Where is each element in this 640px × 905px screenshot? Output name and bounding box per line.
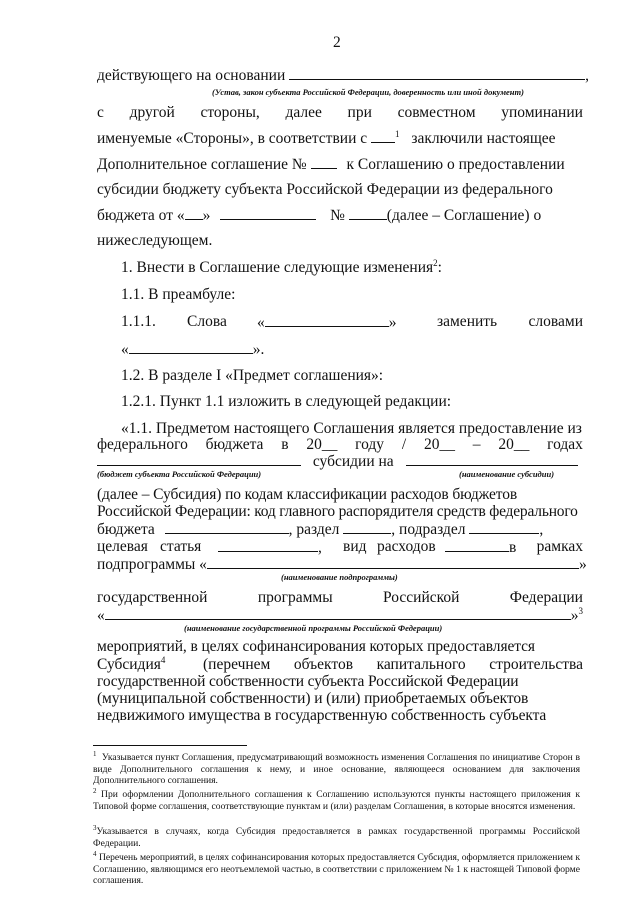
line-subsidy-budget: субсидии бюджету субъекта Российской Федерации из федерального bbox=[97, 181, 553, 198]
item-1-1-preamble: 1.1. В преамбуле: bbox=[121, 286, 236, 303]
justified-word: – bbox=[472, 436, 481, 453]
agreement-number-blank[interactable] bbox=[311, 155, 337, 169]
item-1-2-1-point: 1.2.1. Пункт 1.1 изложить в следующей редакции: bbox=[121, 393, 452, 410]
justified-word: капитального bbox=[376, 656, 466, 673]
basis-point-blank[interactable] bbox=[371, 129, 395, 143]
line-additional-agreement: Дополнительное соглашение № к Соглашению о предоставлении bbox=[97, 156, 565, 173]
line-following: нижеследующем. bbox=[97, 232, 213, 249]
quote-line-program-name: « »$^3$ bbox=[97, 605, 583, 624]
justified-word: Федерации bbox=[509, 589, 583, 606]
item-1-2-section-i: 1.2. В разделе I «Предмет соглашения»: bbox=[121, 367, 384, 384]
hint-subprogram: (наименование подпрограммы) bbox=[281, 572, 398, 582]
footnote-ref-2: 2 bbox=[433, 257, 438, 268]
footnote-separator bbox=[93, 745, 247, 746]
line-named-parties: именуемые «Стороны», в соответствии с $^1$ заключили настоящее bbox=[97, 128, 556, 147]
justified-word: / bbox=[401, 436, 407, 453]
quote-line-subject: «1.1. Предметом настоящего Соглашения является предоставление из bbox=[121, 420, 582, 437]
justified-word: бюджета bbox=[205, 436, 264, 453]
justified-word: другой bbox=[129, 104, 175, 121]
justified-word: совместном bbox=[397, 104, 476, 121]
footnote-4: $^4$ Перечень мероприятий, в целях софинансирования которых предоставляется Субсидия, оформляется приложением к Соглашению, являющимся его неотъемлемой частью, в соответствии с приложением № 1 к настоящей Типовой форме соглашения. bbox=[93, 849, 580, 887]
line-budget-date: бюджета от « » № (далее – Соглашение) о bbox=[97, 207, 542, 224]
footnote-3: $^3$Указывается в случаях, когда Субсидия предоставляется в рамках государственной программы Российской Федерации. bbox=[93, 823, 580, 849]
line-basis: действующего на основании , bbox=[97, 67, 589, 84]
line-other-party bbox=[97, 104, 583, 122]
quote-line-state-ownership: государственной собственности субъекта Российской Федерации bbox=[97, 673, 519, 690]
subprogram-blank[interactable] bbox=[207, 555, 579, 569]
justified-word: 20__ bbox=[306, 436, 338, 453]
justified-word: годах bbox=[547, 436, 583, 453]
footnote-1: $^1$ Указывается пункт Соглашения, предусматривающий возможность изменения Соглашения по инициативе Сторон в виде Дополнительного соглашения к нему, и иное основание, являющееся основанием для заключения Дополнительного соглашения. bbox=[93, 749, 580, 787]
footnote-ref-1: 1 bbox=[395, 128, 400, 139]
quote-line-subsidy-for: субсидии на bbox=[97, 452, 578, 471]
month-year-blank[interactable] bbox=[220, 206, 316, 220]
budget-code-blank[interactable] bbox=[165, 520, 289, 534]
quote-line-budget-section: бюджета , раздел , подраздел , bbox=[97, 521, 544, 538]
footnote-ref-3: 3 bbox=[578, 605, 583, 616]
item-1-1-1-new-words: « ». bbox=[121, 341, 265, 358]
old-words-blank[interactable] bbox=[265, 313, 389, 327]
quote-line-chief-manager: Российской Федерации: код главного распорядителя средств федерального bbox=[97, 503, 578, 520]
number-blank[interactable] bbox=[349, 206, 387, 220]
quote-line-events: мероприятий, в целях софинансирования которых предоставляется bbox=[97, 638, 535, 655]
justified-word: стороны, bbox=[200, 104, 260, 121]
justified-word: в bbox=[281, 436, 289, 453]
state-program-blank[interactable] bbox=[105, 606, 571, 620]
hint-state-program: (наименование государственной программы Российской Федерации) bbox=[184, 623, 443, 633]
justified-word: программы bbox=[257, 589, 333, 606]
quote-line-state-program bbox=[97, 589, 583, 607]
basis-blank[interactable] bbox=[289, 66, 585, 80]
justified-word: при bbox=[347, 104, 372, 121]
justified-word: с bbox=[97, 104, 104, 121]
justified-word: (перечнем bbox=[203, 656, 271, 673]
justified-word: строительства bbox=[489, 656, 583, 673]
quote-line-municipal: (муниципальной собственности) и (или) приобретаемых объектов bbox=[97, 690, 529, 707]
day-blank[interactable] bbox=[185, 206, 203, 220]
justified-word: федерального bbox=[97, 436, 188, 453]
footnote-2: $^2$ При оформлении Дополнительного соглашения к Соглашению используются пункты настоящего приложения к Типовой форме соглашения, соответствующие пунктам и (или) разделам Соглашения, в которые вносятся изменения. bbox=[93, 786, 580, 812]
quote-line-codes: (далее – Субсидия) по кодам классификации расходов бюджетов bbox=[97, 486, 518, 503]
justified-word: далее bbox=[285, 104, 322, 121]
quote-line-subprogram: подпрограммы « » bbox=[97, 556, 587, 573]
justified-word: упоминании bbox=[501, 104, 583, 121]
target-article-blank[interactable] bbox=[218, 538, 318, 552]
quote-line-real-estate: недвижимого имущества в государственную собственность субъекта bbox=[97, 707, 547, 724]
expense-type-blank[interactable] bbox=[445, 538, 509, 552]
item-1-make-changes: 1. Внести в Соглашение следующие изменения$^2$: bbox=[121, 257, 442, 276]
subsection-blank[interactable] bbox=[469, 520, 539, 534]
section-blank[interactable] bbox=[343, 520, 391, 534]
justified-word: 20__ bbox=[423, 436, 455, 453]
document-page: 2 действующего на основании , (Устав, закон субъекта Российской Федерации, доверенность или иной документ) с другой стороны, далее при совместном упоминании именуемые «Стороны», в соответствии с $^1$ заключили настоящее Дополнительное соглашение № к Соглашению о предоставлении субсидии бюджету субъекта Российской Федерации из федерального бюджета от « » № (далее – Соглашение) о нижеследующем. 1. Внести в Соглашение следующие изменения$^2$: 1.1. В преамбуле: 1.1.1. Слова « » заменить словами « ». 1.2. В разделе I «Предмет соглашения»: 1.2.1. Пункт 1.1 изложить в следующей редакции: «1.1. Предметом настоящего Соглашения является предоставление из федерального бюджета в 20__ году / 20__ – 20__ годах субсидии на (бюджет субъекта Российской Федерации) (наименование субсидии) (далее – Субсидия) по кодам классификации расходов бюджетов Российской Федерации: код главного распорядителя средств федерального бюджета , раздел , подраздел , целевая статья , вид расходов в рамках подпрограммы « » (наименование подпрограммы) государственной программы Российской Федерации « »$^3$ (наименование государственной программы Российской Федерации) мероприятий, в целях софинансирования которых предоставляется Субсидия$^4$ (перечнем объектов капитального строительства государственной собственности субъекта Российской Федерации (муниципальной собственности) и (или) приобретаемых объектов недвижимого имущества в государственную собственность субъекта $^1$ Указывается пункт Соглашения, предусматривающий возможность изменения Соглашения по инициативе Сторон в виде Дополнительного соглашения к нему, и иное основание, являющееся основанием для заключения Дополнительного соглашения. $^2$ При оформлении Дополнительного соглашения к Соглашению используются пункты настоящего приложения к Типовой форме соглашения, соответствующие пунктам и (или) разделам Соглашения, в которые вносятся изменения. $^3$Указывается в случаях, когда Субсидия предоставляется в рамках государственной программы Российской Федерации. $^4$ Перечень мероприятий, в целях софинансирования которых предоставляется Субсидия, оформляется приложением к Соглашению, являющимся его неотъемлемой частью, в соответствии с приложением № 1 к настоящей Типовой форме соглашения. bbox=[93, 34, 589, 887]
justified-word: 20__ bbox=[498, 436, 530, 453]
justified-word: году bbox=[355, 436, 385, 453]
footnote-ref-4: 4 bbox=[160, 654, 166, 665]
justified-word: объектов bbox=[293, 656, 354, 673]
hint-basis-document: (Устав, закон субъекта Российской Федерации, доверенность или иной документ) bbox=[212, 87, 524, 97]
recipient-budget-blank[interactable] bbox=[97, 452, 301, 466]
subsidy-name-blank[interactable] bbox=[406, 452, 578, 466]
justified-word: государственной bbox=[97, 589, 208, 606]
basis-label: действующего на основании bbox=[97, 67, 286, 84]
page-number: 2 bbox=[333, 34, 341, 51]
new-words-blank[interactable] bbox=[129, 340, 253, 354]
hint-subsidy-name: (наименование субсидии) bbox=[459, 469, 555, 479]
hint-recipient-budget: (бюджет субъекта Российской Федерации) bbox=[97, 469, 262, 479]
justified-word: Российской bbox=[383, 589, 460, 606]
